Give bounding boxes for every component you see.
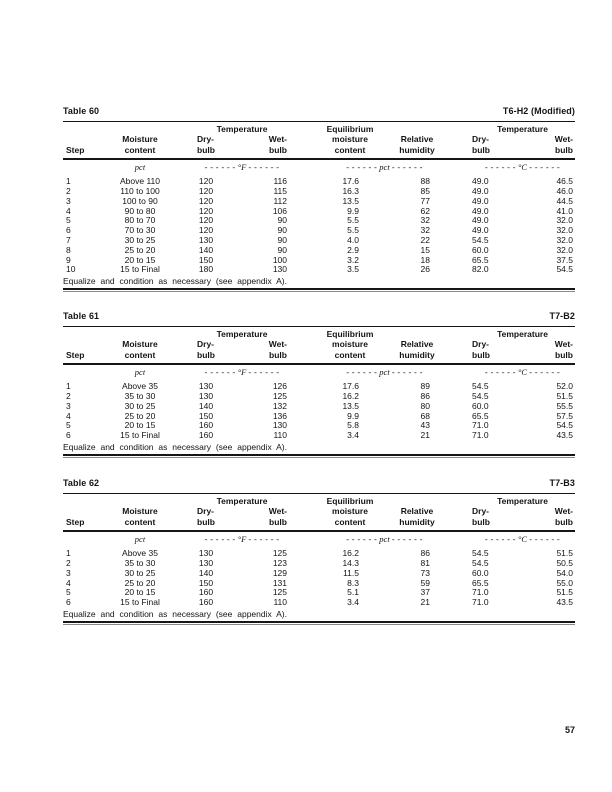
cell-wet-bulb-f: 123: [272, 558, 287, 569]
cell-moisture-content: 25 to 20: [124, 577, 156, 588]
col-header-dry-bulb-f: Dry- bulb: [197, 134, 215, 155]
col-header-wet-bulb-f: Wet- bulb: [268, 339, 287, 360]
cell-wet-bulb-f: 136: [272, 410, 287, 421]
cell-wet-bulb-f: 130: [272, 264, 287, 275]
cell-wet-bulb-c: 54.5: [556, 420, 573, 431]
cell-wet-bulb-f: 125: [272, 548, 287, 559]
cell-dry-bulb-f: 130: [198, 235, 214, 245]
cell-wet-bulb-c: 51.5: [556, 548, 573, 559]
schedule-code: T6-H2 (Modified): [502, 106, 575, 116]
table-body: [63, 382, 575, 441]
cell-emc: 3.2: [347, 254, 359, 265]
col-header-wet-bulb-c: Wet- bulb: [554, 506, 573, 527]
cell-step: 4: [66, 205, 71, 216]
table-header-row: [63, 124, 575, 155]
cell-relative-humidity: 32: [420, 215, 430, 226]
cell-wet-bulb-c: 44.5: [556, 195, 573, 206]
cell-relative-humidity: 43: [420, 420, 430, 431]
cell-wet-bulb-f: 110: [273, 430, 287, 441]
cell-step: 2: [66, 186, 71, 197]
cell-dry-bulb-c: 49.0: [472, 215, 489, 226]
cell-dry-bulb-c: 71.0: [472, 597, 489, 608]
cell-dry-bulb-f: 130: [198, 391, 214, 402]
cell-moisture-content: 35 to 30: [124, 391, 156, 402]
table-caption: Table 62: [63, 478, 100, 488]
cell-emc: 5.1: [347, 587, 359, 598]
col-group-temperature-f: [181, 496, 289, 527]
cell-dry-bulb-f: 160: [198, 587, 214, 598]
cell-emc: 17.6: [342, 381, 359, 392]
cell-step: 5: [66, 215, 71, 226]
table-header-row: [63, 329, 575, 360]
cell-dry-bulb-f: 120: [198, 225, 214, 236]
cell-relative-humidity: 37: [420, 587, 430, 598]
cell-wet-bulb-c: 46.0: [556, 186, 573, 197]
cell-wet-bulb-f: 90: [277, 244, 287, 255]
units-row: [63, 162, 575, 172]
col-header-dry-bulb-f: Dry- bulb: [197, 506, 215, 527]
horizontal-rule: [63, 493, 575, 494]
cell-wet-bulb-f: 132: [272, 400, 287, 411]
cell-dry-bulb-c: 49.0: [472, 176, 489, 187]
cell-wet-bulb-c: 43.5: [556, 430, 573, 441]
cell-emc: 4.0: [347, 235, 359, 245]
cell-moisture-content: 30 to 25: [124, 235, 156, 245]
col-header-relative-humidity: Relative humidity: [399, 134, 435, 155]
cell-relative-humidity: 80: [420, 400, 430, 411]
table-row: [63, 431, 575, 441]
group-title-temperature: Temperature: [497, 496, 548, 506]
cell-moisture-content: Above 35: [122, 381, 158, 392]
col-header-wet-bulb-c: Wet- bulb: [554, 339, 573, 360]
cell-relative-humidity: 89: [420, 381, 430, 392]
col-header-dry-bulb-c: Dry- bulb: [472, 339, 490, 360]
cell-wet-bulb-f: 126: [272, 381, 287, 392]
cell-wet-bulb-c: 57.5: [556, 410, 573, 421]
cell-wet-bulb-c: 51.5: [556, 391, 573, 402]
table-caption-row: [63, 478, 575, 489]
table-caption: Table 61: [63, 311, 100, 321]
group-title-temperature: Temperature: [497, 124, 548, 134]
cell-relative-humidity: 22: [420, 235, 430, 245]
page-number: 57: [565, 725, 576, 735]
cell-dry-bulb-f: 140: [198, 400, 214, 411]
cell-dry-bulb-f: 180: [198, 264, 214, 275]
col-group-temperature-c: [435, 124, 575, 155]
cell-dry-bulb-c: 60.0: [472, 567, 489, 578]
cell-moisture-content: 20 to 15: [124, 254, 156, 265]
cell-wet-bulb-f: 90: [277, 215, 287, 226]
units-fahrenheit: - - - - - - °F - - - - - -: [204, 367, 280, 378]
col-header-moisture-content: Moisture content: [122, 134, 158, 155]
table-footnote: Equalize and condition as necessary (see appendix A).: [63, 609, 287, 619]
cell-step: 7: [66, 235, 71, 245]
cell-dry-bulb-c: 71.0: [472, 430, 489, 441]
col-header-step: Step: [66, 516, 85, 527]
cell-emc: 9.9: [347, 205, 359, 216]
cell-wet-bulb-f: 129: [272, 567, 287, 578]
units-emc-pct: - - - - - - pct - - - - - -: [346, 162, 423, 173]
col-header-emc: Equilibrium moisture content: [326, 329, 374, 360]
cell-step: 1: [66, 548, 71, 559]
cell-dry-bulb-c: 65.5: [472, 577, 489, 588]
col-group-temperature-c: [435, 496, 575, 527]
cell-emc: 3.4: [347, 430, 359, 441]
cell-wet-bulb-c: 43.5: [556, 597, 573, 608]
cell-wet-bulb-f: 125: [272, 391, 287, 402]
cell-step: 3: [66, 567, 71, 578]
cell-relative-humidity: 86: [420, 548, 430, 559]
cell-dry-bulb-f: 140: [198, 567, 214, 578]
cell-step: 4: [66, 410, 71, 421]
cell-emc: 5.5: [347, 225, 359, 236]
cell-step: 6: [66, 225, 71, 236]
units-pct: pct: [134, 162, 146, 173]
cell-dry-bulb-f: 160: [198, 420, 214, 431]
cell-dry-bulb-c: 60.0: [472, 400, 489, 411]
horizontal-rule: [63, 621, 575, 625]
cell-wet-bulb-f: 131: [272, 577, 287, 588]
cell-dry-bulb-c: 49.0: [472, 195, 489, 206]
cell-moisture-content: 110 to 100: [120, 186, 160, 197]
units-row: [63, 534, 575, 544]
cell-dry-bulb-f: 150: [198, 254, 214, 265]
cell-wet-bulb-c: 54.5: [556, 264, 573, 275]
kiln-schedule-table: [63, 106, 575, 292]
group-title-temperature: Temperature: [216, 329, 268, 339]
cell-dry-bulb-f: 120: [198, 215, 214, 226]
units-celsius: - - - - - - °C - - - - - -: [484, 162, 561, 173]
units-pct: pct: [134, 367, 146, 378]
horizontal-rule: [63, 326, 575, 327]
table-caption-row: [63, 106, 575, 117]
cell-dry-bulb-c: 54.5: [472, 381, 489, 392]
cell-dry-bulb-c: 82.0: [472, 264, 489, 275]
cell-relative-humidity: 59: [420, 577, 430, 588]
cell-wet-bulb-c: 55.0: [556, 577, 573, 588]
cell-step: 2: [66, 558, 71, 569]
cell-wet-bulb-f: 116: [273, 176, 287, 187]
cell-dry-bulb-f: 140: [198, 244, 214, 255]
table-body: [63, 549, 575, 608]
units-row: [63, 367, 575, 377]
cell-wet-bulb-f: 106: [272, 205, 287, 216]
horizontal-rule: [63, 288, 575, 292]
cell-step: 9: [66, 254, 71, 265]
cell-wet-bulb-f: 125: [272, 587, 287, 598]
cell-wet-bulb-f: 115: [273, 186, 287, 197]
schedule-code: T7-B3: [549, 478, 575, 488]
kiln-schedule-table: [63, 478, 575, 625]
cell-step: 4: [66, 577, 71, 588]
cell-relative-humidity: 86: [420, 391, 430, 402]
cell-step: 6: [66, 430, 71, 441]
cell-dry-bulb-f: 120: [198, 186, 214, 197]
cell-moisture-content: 90 to 80: [124, 205, 156, 216]
cell-dry-bulb-c: 49.0: [472, 205, 489, 216]
cell-emc: 11.5: [343, 567, 359, 578]
cell-wet-bulb-c: 54.0: [556, 567, 573, 578]
cell-moisture-content: 20 to 15: [124, 420, 156, 431]
cell-wet-bulb-c: 32.0: [556, 235, 573, 245]
cell-relative-humidity: 85: [420, 186, 430, 197]
cell-moisture-content: 15 to Final: [120, 264, 160, 275]
group-title-temperature: Temperature: [497, 329, 548, 339]
cell-dry-bulb-c: 49.0: [472, 186, 489, 197]
cell-wet-bulb-c: 41.0: [556, 205, 573, 216]
cell-moisture-content: 20 to 15: [124, 587, 156, 598]
horizontal-rule: [63, 530, 575, 532]
cell-step: 1: [66, 381, 71, 392]
units-fahrenheit: - - - - - - °F - - - - - -: [204, 534, 280, 545]
cell-relative-humidity: 26: [420, 264, 430, 275]
cell-dry-bulb-c: 54.5: [472, 558, 489, 569]
cell-moisture-content: 35 to 30: [124, 558, 156, 569]
cell-relative-humidity: 81: [420, 558, 430, 569]
units-emc-pct: - - - - - - pct - - - - - -: [346, 534, 423, 545]
cell-wet-bulb-c: 32.0: [556, 244, 573, 255]
col-header-step: Step: [66, 144, 85, 155]
cell-moisture-content: 70 to 30: [124, 225, 156, 236]
cell-dry-bulb-c: 54.5: [472, 235, 489, 245]
cell-moisture-content: 100 to 90: [122, 195, 158, 206]
cell-emc: 16.2: [342, 391, 359, 402]
group-title-temperature: Temperature: [216, 124, 268, 134]
cell-dry-bulb-c: 54.5: [472, 391, 489, 402]
cell-relative-humidity: 68: [420, 410, 430, 421]
group-title-temperature: Temperature: [216, 496, 268, 506]
table-caption-row: [63, 311, 575, 322]
cell-wet-bulb-f: 90: [277, 225, 287, 236]
units-emc-pct: - - - - - - pct - - - - - -: [346, 367, 423, 378]
cell-emc: 3.5: [347, 264, 359, 275]
col-group-temperature-f: [181, 124, 289, 155]
col-group-temperature-f: [181, 329, 289, 360]
cell-wet-bulb-f: 110: [273, 597, 287, 608]
table-header-row: [63, 496, 575, 527]
col-header-dry-bulb-c: Dry- bulb: [472, 134, 490, 155]
cell-moisture-content: 80 to 70: [124, 215, 156, 226]
cell-wet-bulb-c: 51.5: [556, 587, 573, 598]
cell-step: 6: [66, 597, 71, 608]
table-footnote: Equalize and condition as necessary (see appendix A).: [63, 442, 287, 452]
cell-dry-bulb-c: 71.0: [472, 420, 489, 431]
cell-emc: 17.6: [342, 176, 359, 187]
col-header-wet-bulb-f: Wet- bulb: [268, 134, 287, 155]
horizontal-rule: [63, 158, 575, 160]
cell-wet-bulb-f: 90: [277, 235, 287, 245]
cell-step: 5: [66, 420, 71, 431]
cell-relative-humidity: 15: [420, 244, 430, 255]
col-header-step: Step: [66, 349, 85, 360]
cell-emc: 5.5: [347, 215, 359, 226]
cell-emc: 16.2: [342, 548, 359, 559]
cell-dry-bulb-c: 49.0: [472, 225, 489, 236]
col-header-emc: Equilibrium moisture content: [326, 496, 374, 527]
cell-relative-humidity: 77: [420, 195, 430, 206]
col-header-emc: Equilibrium moisture content: [326, 124, 374, 155]
cell-moisture-content: Above 110: [119, 176, 160, 187]
cell-wet-bulb-c: 32.0: [556, 225, 573, 236]
cell-moisture-content: 15 to Final: [120, 430, 160, 441]
col-header-dry-bulb-f: Dry- bulb: [197, 339, 215, 360]
col-header-moisture-content: Moisture content: [122, 506, 158, 527]
cell-relative-humidity: 18: [420, 254, 430, 265]
cell-dry-bulb-f: 120: [198, 205, 214, 216]
table-body: [63, 177, 575, 275]
cell-wet-bulb-c: 50.5: [556, 558, 573, 569]
cell-step: 5: [66, 587, 71, 598]
units-celsius: - - - - - - °C - - - - - -: [484, 534, 561, 545]
col-header-wet-bulb-c: Wet- bulb: [554, 134, 573, 155]
cell-wet-bulb-c: 32.0: [556, 215, 573, 226]
cell-emc: 5.8: [347, 420, 359, 431]
cell-step: 3: [66, 400, 71, 411]
cell-wet-bulb-f: 100: [272, 254, 287, 265]
cell-dry-bulb-f: 120: [198, 176, 214, 187]
horizontal-rule: [63, 363, 575, 365]
cell-relative-humidity: 21: [420, 430, 430, 441]
cell-relative-humidity: 62: [420, 205, 430, 216]
cell-step: 1: [66, 176, 71, 187]
cell-relative-humidity: 32: [420, 225, 430, 236]
cell-dry-bulb-c: 65.5: [472, 254, 489, 265]
cell-dry-bulb-f: 120: [198, 195, 214, 206]
units-pct: pct: [134, 534, 146, 545]
cell-emc: 2.9: [347, 244, 359, 255]
cell-wet-bulb-f: 112: [273, 195, 287, 206]
schedule-code: T7-B2: [549, 311, 575, 321]
units-fahrenheit: - - - - - - °F - - - - - -: [204, 162, 280, 173]
cell-step: 10: [66, 264, 76, 275]
cell-step: 2: [66, 391, 71, 402]
cell-emc: 16.3: [342, 186, 359, 197]
cell-emc: 8.3: [347, 577, 359, 588]
cell-emc: 9.9: [347, 410, 359, 421]
cell-moisture-content: 25 to 20: [124, 410, 156, 421]
cell-moisture-content: 25 to 20: [124, 244, 156, 255]
cell-moisture-content: 15 to Final: [120, 597, 160, 608]
cell-dry-bulb-f: 150: [198, 577, 214, 588]
cell-wet-bulb-c: 55.5: [556, 400, 573, 411]
cell-emc: 13.5: [342, 195, 359, 206]
kiln-schedule-table: [63, 311, 575, 458]
table-row: [63, 598, 575, 608]
cell-emc: 14.3: [342, 558, 359, 569]
col-header-dry-bulb-c: Dry- bulb: [472, 506, 490, 527]
cell-dry-bulb-c: 65.5: [472, 410, 489, 421]
cell-dry-bulb-f: 130: [198, 381, 214, 392]
cell-step: 8: [66, 244, 71, 255]
cell-dry-bulb-f: 160: [198, 430, 214, 441]
col-header-moisture-content: Moisture content: [122, 339, 158, 360]
cell-dry-bulb-c: 71.0: [472, 587, 489, 598]
table-row: [63, 265, 575, 275]
cell-dry-bulb-f: 130: [198, 548, 214, 559]
cell-emc: 3.4: [347, 597, 359, 608]
col-header-wet-bulb-f: Wet- bulb: [268, 506, 287, 527]
table-caption: Table 60: [63, 106, 100, 116]
cell-moisture-content: 30 to 25: [124, 400, 156, 411]
cell-wet-bulb-c: 52.0: [556, 381, 573, 392]
cell-relative-humidity: 21: [420, 597, 430, 608]
cell-dry-bulb-f: 130: [198, 558, 214, 569]
cell-wet-bulb-c: 46.5: [556, 176, 573, 187]
cell-step: 3: [66, 195, 71, 206]
col-group-temperature-c: [435, 329, 575, 360]
cell-relative-humidity: 73: [420, 567, 430, 578]
cell-dry-bulb-c: 54.5: [472, 548, 489, 559]
horizontal-rule: [63, 121, 575, 122]
cell-moisture-content: 30 to 25: [124, 567, 156, 578]
horizontal-rule: [63, 454, 575, 458]
cell-relative-humidity: 88: [420, 176, 430, 187]
cell-dry-bulb-f: 160: [198, 597, 214, 608]
units-celsius: - - - - - - °C - - - - - -: [484, 367, 561, 378]
cell-wet-bulb-f: 130: [272, 420, 287, 431]
cell-emc: 13.5: [342, 400, 359, 411]
cell-dry-bulb-c: 60.0: [472, 244, 489, 255]
table-footnote: Equalize and condition as necessary (see appendix A).: [63, 276, 287, 287]
cell-moisture-content: Above 35: [122, 548, 158, 559]
col-header-relative-humidity: Relative humidity: [399, 339, 435, 360]
cell-wet-bulb-c: 37.5: [556, 254, 573, 265]
cell-dry-bulb-f: 150: [198, 410, 214, 421]
col-header-relative-humidity: Relative humidity: [399, 506, 435, 527]
